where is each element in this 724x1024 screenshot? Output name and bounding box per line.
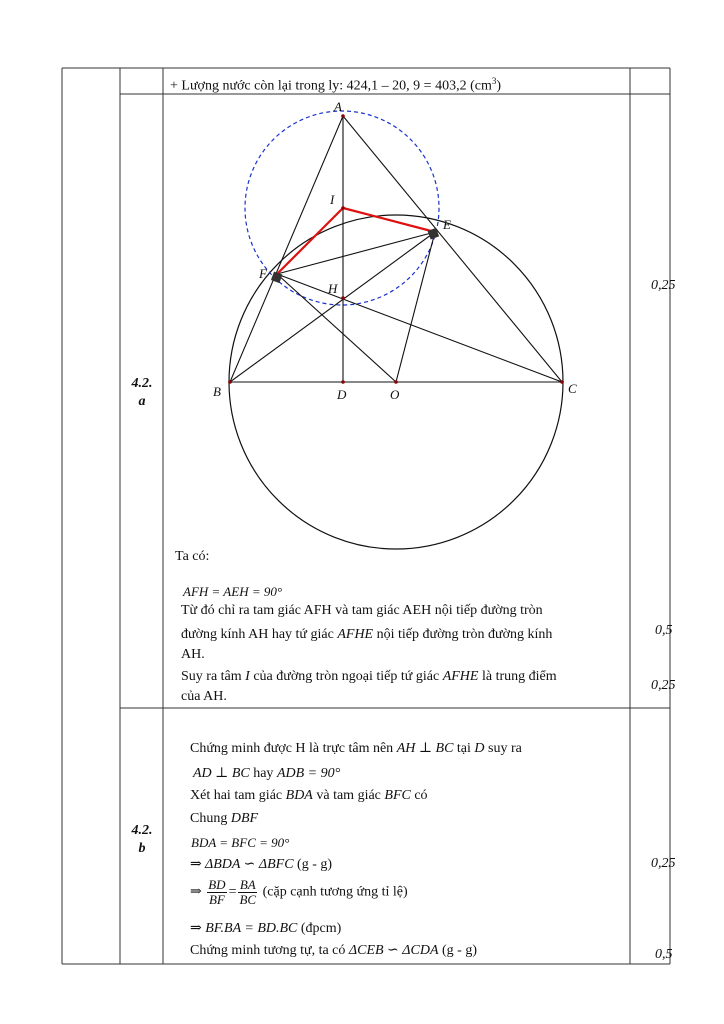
part-b-line-1: Chứng minh được H là trực tâm nên AH ⊥ BC tại D suy ra	[190, 741, 522, 756]
part-b-line-7-fraction: ⇒ $\frac{BD}{BF}$ = $\frac{BA}{BC}$ (cặp cạnh tương ứng tỉ lệ)	[190, 877, 408, 907]
score-row3-bot: 0,5	[655, 947, 673, 962]
score-row2-top: 0,25	[651, 278, 676, 293]
proof-line-2: đường kính AH hay tứ giác AFHE nội tiếp đường tròn đường kính	[181, 627, 553, 642]
proof-line-4: Suy ra tâm I của đường tròn ngoại tiếp tứ giác AFHE là trung điểm	[181, 669, 557, 684]
score-row2-bot: 0,25	[651, 678, 676, 693]
label-e: E	[443, 217, 451, 232]
part-b-line-8: ⇒ BF.BA = BD.BC (đpcm)	[190, 921, 342, 936]
equation-afh-aeh: AFH = AEH = 90°	[183, 584, 283, 599]
label-a: A	[334, 99, 342, 114]
part-b-line-6: ⇒ ΔBDA ∽ ΔBFC (g - g)	[190, 857, 333, 872]
label-h: H	[328, 281, 338, 296]
point-i	[341, 206, 345, 210]
part-b-line-3: Xét hai tam giác BDA và tam giác BFC có	[190, 788, 428, 803]
section-label-4-2-a: 4.2. a	[131, 376, 153, 409]
water-remaining-line: + Lượng nước còn lại trong ly: 424,1 – 20, 9 = 403,2 $(cm^3)$	[170, 76, 502, 94]
segment-be	[230, 232, 435, 382]
score-row2-mid: 0,5	[655, 623, 673, 638]
part-b-line-4: Chung DBF	[190, 811, 259, 826]
segment-if-red	[277, 208, 343, 274]
label-d: D	[337, 387, 347, 402]
point-b	[228, 380, 232, 384]
label-o: O	[390, 387, 400, 402]
proof-line-1: Từ đó chỉ ra tam giác AFH và tam giác AEH nội tiếp đường tròn	[181, 603, 543, 618]
label-b: B	[213, 384, 221, 399]
section-label-4-2-b: 4.2. b	[131, 823, 153, 856]
ta-co-text: Ta có:	[175, 549, 210, 564]
point-o	[394, 380, 398, 384]
part-b-line-2: AD ⊥ BC hay ADB = 90°	[193, 766, 341, 781]
label-f: F	[259, 266, 267, 281]
point-h	[341, 296, 345, 300]
label-i: I	[330, 192, 335, 207]
segment-ac	[343, 116, 562, 382]
label-c: C	[568, 381, 577, 396]
segment-fe	[277, 232, 435, 274]
segment-ab	[230, 116, 343, 382]
segment-eo	[396, 232, 435, 382]
score-row3-top: 0,25	[651, 856, 676, 871]
point-d	[341, 380, 345, 384]
part-b-line-5: BDA = BFC = 90°	[191, 835, 290, 850]
proof-line-3: AH.	[181, 647, 205, 662]
point-c	[560, 380, 564, 384]
part-b-line-9: Chứng minh tương tự, ta có ΔCEB ∽ ΔCDA (g - g)	[190, 943, 477, 958]
proof-line-5: của AH.	[181, 689, 227, 704]
